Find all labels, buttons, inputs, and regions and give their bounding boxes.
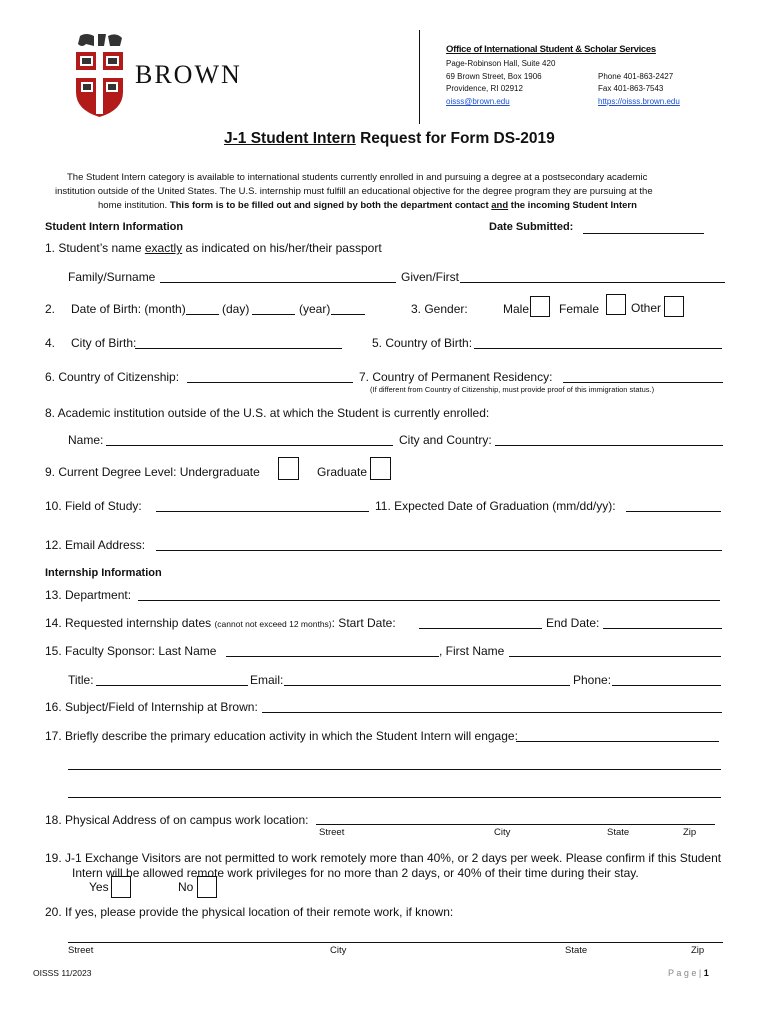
female-label: Female	[559, 302, 600, 316]
intro-line3-c: and	[491, 200, 509, 211]
yes-checkbox[interactable]	[111, 876, 131, 898]
given-field[interactable]	[460, 282, 725, 283]
footer-form-id: OISSS 11/2023	[33, 968, 92, 978]
title-label: Title:	[68, 673, 94, 687]
q18-zip-caption: Zip	[683, 827, 697, 838]
q19-line1: 19. J-1 Exchange Visitors are not permitted to work remotely more than 40%, or 2 days per week. Please confirm if this Student	[45, 851, 722, 865]
section-internship-info: Internship Information	[45, 567, 162, 579]
q19-line2: Intern will be allowed remote work privileges for no more than 2 days, or 40% of their time during their stay.	[72, 866, 639, 880]
campus-address-field[interactable]	[316, 824, 715, 825]
country-of-birth-field[interactable]	[474, 348, 722, 349]
q7-label: 7. Country of Permanent Residency:	[359, 370, 553, 384]
female-checkbox[interactable]	[606, 294, 626, 315]
subject-field[interactable]	[262, 712, 722, 713]
permanent-residency-field[interactable]	[563, 382, 723, 383]
q1-b: exactly	[144, 241, 183, 255]
remote-address-field[interactable]	[68, 942, 723, 943]
sponsor-title-field[interactable]	[96, 685, 248, 686]
date-submitted-field[interactable]	[583, 233, 704, 234]
address-line3: Providence, RI 02912	[446, 84, 523, 93]
graduation-date-field[interactable]	[626, 511, 721, 512]
q10-label: 10. Field of Study:	[45, 499, 142, 513]
q1-c: as indicated on his/her/their passport	[182, 241, 382, 255]
footer-page-label: P a g e |	[668, 968, 704, 978]
email-link[interactable]: oisss@brown.edu	[446, 97, 510, 106]
q8-label: 8. Academic institution outside of the U.S. at which the Student is currently enrolled:	[45, 406, 490, 420]
q3-label: 3. Gender:	[411, 302, 468, 316]
no-checkbox[interactable]	[197, 876, 217, 898]
q20-street-caption: Street	[68, 945, 94, 956]
department-field[interactable]	[138, 600, 720, 601]
form-title	[224, 130, 555, 148]
q20-state-caption: State	[565, 945, 588, 956]
city-country-label: City and Country:	[399, 433, 492, 447]
q18-city-caption: City	[494, 827, 511, 838]
intro-line3-a: home institution.	[98, 200, 170, 211]
q18-street-caption: Street	[319, 827, 345, 838]
footer-page	[668, 968, 709, 978]
city-of-birth-field[interactable]	[135, 348, 342, 349]
intro-line3-b: This form is to be filled out and signed by both the department contact	[169, 200, 492, 211]
form-title-rest: Request for Form DS-2019	[355, 130, 555, 147]
given-label: Given/First	[401, 270, 460, 284]
q14-c: : Start Date:	[331, 616, 396, 630]
graduate-checkbox[interactable]	[370, 457, 391, 480]
q4-num: 4.	[45, 336, 56, 350]
q16-label: 16. Subject/Field of Internship at Brown:	[45, 700, 258, 714]
address-line2: 69 Brown Street, Box 1906	[446, 72, 542, 81]
page-number: 1	[703, 968, 709, 978]
q17-label: 17. Briefly describe the primary education activity in which the Student Intern will engage:	[45, 729, 518, 743]
q15-label: 15. Faculty Sponsor: Last Name	[45, 644, 217, 658]
other-label: Other	[631, 301, 662, 315]
undergraduate-checkbox[interactable]	[278, 457, 299, 480]
email-field[interactable]	[156, 550, 722, 551]
birth-year-field[interactable]	[331, 314, 365, 315]
q20-city-caption: City	[330, 945, 347, 956]
q18-label: 18. Physical Address of on campus work location:	[45, 813, 309, 827]
activity-field-1[interactable]	[516, 741, 719, 742]
end-date-field[interactable]	[603, 628, 722, 629]
q1-a: 1. Student’s name	[45, 241, 145, 255]
activity-field-2[interactable]	[68, 769, 721, 770]
q12-label: 12. Email Address:	[45, 538, 146, 552]
male-label: Male	[503, 302, 530, 316]
no-label: No	[178, 880, 194, 894]
q14-label	[45, 616, 396, 630]
q4-label: City of Birth:	[71, 336, 137, 350]
q14-a: 14. Requested internship dates	[45, 616, 215, 630]
q20-zip-caption: Zip	[691, 945, 705, 956]
sponsor-email-label: Email:	[250, 673, 284, 687]
header-divider	[419, 30, 420, 124]
q13-label: 13. Department:	[45, 588, 132, 602]
q14-b: (cannot not exceed 12 months)	[214, 619, 332, 629]
institution-name-label: Name:	[68, 433, 104, 447]
logo-wordmark: BROWN	[135, 60, 242, 89]
start-date-field[interactable]	[419, 628, 542, 629]
male-checkbox[interactable]	[530, 296, 550, 317]
q1-label	[45, 241, 382, 255]
activity-field-3[interactable]	[68, 797, 721, 798]
yes-label: Yes	[89, 880, 109, 894]
q7-note: (If different from Country of Citizenship, must provide proof of this immigration status.)	[370, 385, 655, 394]
graduate-label: Graduate	[317, 465, 368, 479]
sponsor-first-name-field[interactable]	[509, 656, 721, 657]
citizenship-field[interactable]	[187, 382, 353, 383]
q20-label: 20. If yes, please provide the physical location of their remote work, if known:	[45, 905, 454, 919]
phone-text: Phone 401-863-2427	[598, 72, 674, 81]
sponsor-phone-field[interactable]	[612, 685, 721, 686]
other-checkbox[interactable]	[664, 296, 684, 317]
q9-label: 9. Current Degree Level: Undergraduate	[45, 465, 260, 479]
intro-line1: The Student Intern category is available to international students currently enrolled in and pursuing a degree at a postsecondary academic	[67, 172, 648, 183]
form-title-underlined: J-1 Student Intern	[224, 130, 356, 147]
field-of-study-field[interactable]	[156, 511, 369, 512]
q18-state-caption: State	[607, 827, 630, 838]
first-name-label: , First Name	[439, 644, 505, 658]
birth-month-field[interactable]	[186, 314, 219, 315]
city-country-field[interactable]	[495, 445, 723, 446]
q6-label: 6. Country of Citizenship:	[45, 370, 180, 384]
q2-month-label: Date of Birth: (month)	[71, 302, 186, 316]
brown-shield-logo	[72, 32, 127, 118]
office-name: Office of International Student & Scholar Services	[446, 44, 656, 55]
q2-num: 2.	[45, 302, 56, 316]
fax-text: Fax 401-863-7543	[598, 84, 664, 93]
intro-line3	[98, 200, 637, 211]
address-line1: Page-Robinson Hall, Suite 420	[446, 59, 556, 68]
q2-day-label: (day)	[222, 302, 250, 316]
end-date-label: End Date:	[546, 616, 600, 630]
q2-year-label: (year)	[299, 302, 331, 316]
q5-label: 5. Country of Birth:	[372, 336, 473, 350]
section-student-info: Student Intern Information	[45, 221, 184, 233]
q11-label: 11. Expected Date of Graduation (mm/dd/yy):	[375, 499, 616, 513]
intro-line3-d: the incoming Student Intern	[508, 200, 637, 211]
sponsor-last-name-field[interactable]	[226, 656, 439, 657]
date-submitted-label: Date Submitted:	[489, 221, 574, 233]
intro-line2: institution outside of the United States. The U.S. internship must fulfill an educational objective for the degree program they are pursuing at the	[55, 186, 653, 197]
website-link[interactable]: https://oisss.brown.edu	[598, 97, 680, 106]
birth-day-field[interactable]	[252, 314, 295, 315]
family-label: Family/Surname	[68, 270, 156, 284]
sponsor-email-field[interactable]	[284, 685, 570, 686]
sponsor-phone-label: Phone:	[573, 673, 612, 687]
family-field[interactable]	[160, 282, 396, 283]
institution-name-field[interactable]	[106, 445, 393, 446]
